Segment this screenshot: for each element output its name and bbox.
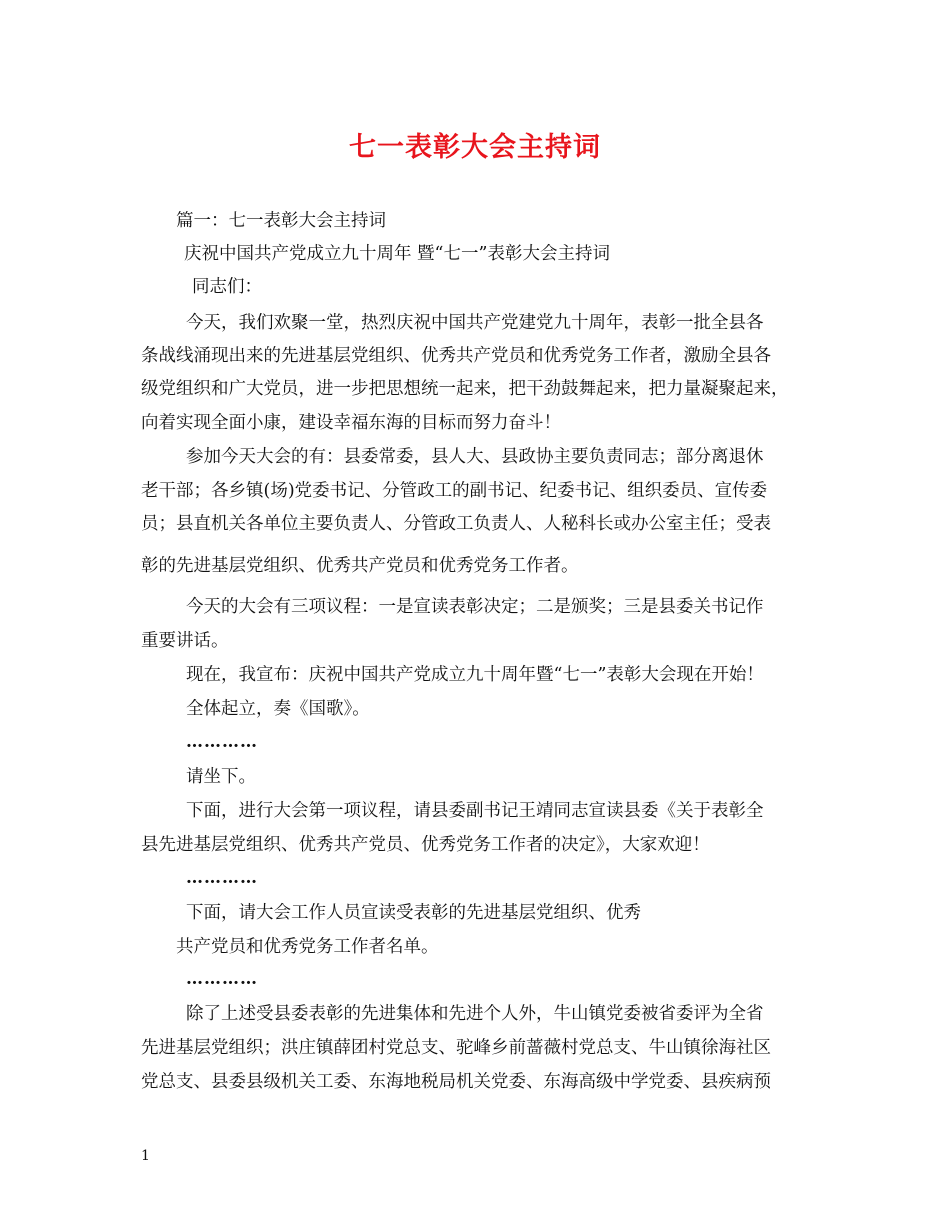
ellipsis-line: ………… bbox=[186, 732, 258, 752]
paragraph-line: 先进基层党组织；洪庄镇薛团村党总支、驼峰乡前蔷薇村党总支、牛山镇徐海社区 bbox=[141, 1038, 771, 1058]
paragraph-line: 同志们： bbox=[192, 277, 262, 297]
document-title: 七一表彰大会主持词 bbox=[349, 132, 601, 163]
paragraph-line: 向着实现全面小康，建设幸福东海的目标而努力奋斗！ bbox=[141, 413, 561, 433]
paragraph-line: 条战线涌现出来的先进基层党组织、优秀共产党员和优秀党务工作者，激励全县各 bbox=[141, 346, 771, 366]
paragraph-line: 彰的先进基层党组织、优秀共产党员和优秀党务工作者。 bbox=[141, 556, 579, 576]
paragraph-line: 下面，进行大会第一项议程，请县委副书记王靖同志宣读县委《关于表彰全 bbox=[186, 801, 764, 821]
paragraph-line: 下面，请大会工作人员宣读受表彰的先进基层党组织、优秀 bbox=[186, 903, 641, 923]
paragraph-line: 县先进基层党组织、优秀共产党员、优秀党务工作者的决定》，大家欢迎！ bbox=[141, 835, 710, 855]
paragraph-line: 今天，我们欢聚一堂，热烈庆祝中国共产党建党九十周年，表彰一批全县各 bbox=[186, 313, 764, 333]
page-number: 1 bbox=[141, 1148, 150, 1164]
paragraph-line: 全体起立，奏《国歌》。 bbox=[186, 699, 370, 719]
paragraph-line: 员；县直机关各单位主要负责人、分管政工负责人、人秘科长或办公室主任；受表 bbox=[141, 514, 771, 534]
paragraph-line: 篇一：七一表彰大会主持词 bbox=[176, 211, 386, 231]
paragraph-line: 参加今天大会的有：县委常委，县人大、县政协主要负责同志；部分离退休 bbox=[186, 447, 764, 467]
paragraph-line: 党总支、县委县级机关工委、东海地税局机关党委、东海高级中学党委、县疾病预 bbox=[141, 1072, 771, 1092]
paragraph-line: 除了上述受县委表彰的先进集体和先进个人外，牛山镇党委被省委评为全省 bbox=[186, 1004, 764, 1024]
paragraph-line: 级党组织和广大党员，进一步把思想统一起来，把干劲鼓舞起来，把力量凝聚起来， bbox=[141, 379, 789, 399]
ellipsis-line: ………… bbox=[186, 969, 258, 989]
paragraph-line: 请坐下。 bbox=[186, 767, 256, 787]
paragraph-line: 今天的大会有三项议程：一是宣读表彰决定；二是颁奖；三是县委关书记作 bbox=[186, 597, 764, 617]
paragraph-line: 重要讲话。 bbox=[141, 631, 229, 651]
ellipsis-line: ………… bbox=[186, 868, 258, 888]
paragraph-line: 庆祝中国共产党成立九十周年 暨“七一”表彰大会主持词 bbox=[184, 244, 610, 264]
paragraph-line: 共产党员和优秀党务工作者名单。 bbox=[176, 937, 439, 957]
paragraph-line: 现在，我宣布：庆祝中国共产党成立九十周年暨“七一”表彰大会现在开始！ bbox=[186, 665, 764, 685]
paragraph-line: 老干部；各乡镇(场)党委书记、分管政工的副书记、纪委书记、组织委员、宣传委 bbox=[141, 481, 768, 501]
